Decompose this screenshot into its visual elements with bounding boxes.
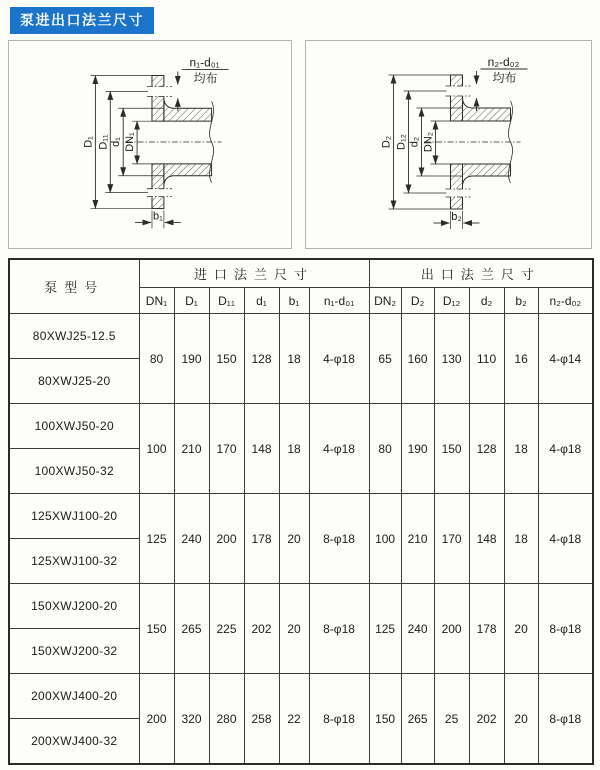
value-cell: 170 — [209, 404, 244, 494]
value-cell: 8-φ18 — [538, 584, 593, 674]
value-cell: 80 — [369, 404, 401, 494]
column-header: n₂-d₀₂ — [538, 288, 593, 314]
value-cell: 160 — [401, 314, 434, 404]
page-title: 泵进出口法兰尺寸 — [10, 7, 154, 34]
value-cell: 240 — [401, 584, 434, 674]
flange-dimensions-table — [8, 258, 594, 765]
value-cell: 8-φ18 — [309, 584, 369, 674]
dim-label-thickness: b₂ — [451, 211, 462, 223]
value-cell: 16 — [504, 314, 538, 404]
column-header: D₂ — [401, 288, 434, 314]
model-cell: 125XWJ100-20 — [9, 494, 139, 539]
dim-label-bore-diameter: DN₁ — [124, 132, 137, 152]
value-cell: 280 — [209, 674, 244, 765]
value-cell: 20 — [279, 494, 309, 584]
value-cell: 20 — [504, 674, 538, 765]
column-header: DN₂ — [369, 288, 401, 314]
value-cell: 22 — [279, 674, 309, 765]
value-cell: 178 — [469, 584, 504, 674]
value-cell: 150 — [139, 584, 174, 674]
value-cell: 110 — [469, 314, 504, 404]
column-header: DN₁ — [139, 288, 174, 314]
value-cell: 4-φ18 — [309, 314, 369, 404]
column-header: D₁ — [174, 288, 209, 314]
model-cell: 200XWJ400-20 — [9, 674, 139, 719]
value-cell: 202 — [244, 584, 279, 674]
dim-label-outer-diameter: D₂ — [380, 135, 393, 149]
value-cell: 210 — [174, 404, 209, 494]
column-header: D₁₁ — [209, 288, 244, 314]
value-cell: 265 — [401, 674, 434, 765]
value-cell: 148 — [469, 494, 504, 584]
value-cell: 4-φ18 — [538, 494, 593, 584]
value-cell: 125 — [369, 584, 401, 674]
value-cell: 240 — [174, 494, 209, 584]
model-cell: 150XWJ200-20 — [9, 584, 139, 629]
value-cell: 265 — [174, 584, 209, 674]
value-cell: 190 — [174, 314, 209, 404]
value-cell: 20 — [504, 584, 538, 674]
value-cell: 4-φ14 — [538, 314, 593, 404]
bolt-holes-note: 均布 — [492, 71, 517, 85]
value-cell: 18 — [279, 314, 309, 404]
model-cell: 125XWJ100-32 — [9, 539, 139, 584]
bolt-holes-label: n₂-d₀₂ — [487, 55, 520, 69]
value-cell: 320 — [174, 674, 209, 765]
value-cell: 4-φ18 — [309, 404, 369, 494]
value-cell: 200 — [209, 494, 244, 584]
value-cell: 25 — [434, 674, 469, 765]
column-header: D₁₂ — [434, 288, 469, 314]
value-cell: 8-φ18 — [309, 674, 369, 765]
model-cell: 80XWJ25-20 — [9, 359, 139, 404]
group-header-inlet: 进口法兰尺寸 — [139, 259, 369, 288]
inlet-flange-diagram — [8, 40, 292, 249]
dim-label-bolt-circle: D₁₂ — [395, 134, 408, 150]
bolt-holes-note: 均布 — [193, 71, 218, 86]
value-cell: 18 — [504, 494, 538, 584]
dim-label-bore-diameter: DN₂ — [422, 131, 435, 153]
dim-label-face-diameter: d₁ — [110, 137, 123, 147]
flange-diagrams — [8, 40, 592, 249]
table-row — [9, 584, 593, 629]
value-cell: 258 — [244, 674, 279, 765]
model-cell: 100XWJ50-32 — [9, 449, 139, 494]
value-cell: 130 — [434, 314, 469, 404]
value-cell: 150 — [209, 314, 244, 404]
column-header: b₁ — [279, 288, 309, 314]
model-cell: 200XWJ400-32 — [9, 719, 139, 765]
value-cell: 150 — [369, 674, 401, 765]
value-cell: 178 — [244, 494, 279, 584]
value-cell: 200 — [139, 674, 174, 765]
dim-label-thickness: b₁ — [153, 210, 163, 223]
table-row — [9, 494, 593, 539]
value-cell: 8-φ18 — [538, 674, 593, 765]
column-header: d₂ — [469, 288, 504, 314]
column-header: b₂ — [504, 288, 538, 314]
value-cell: 128 — [244, 314, 279, 404]
value-cell: 202 — [469, 674, 504, 765]
value-cell: 100 — [139, 404, 174, 494]
value-cell: 128 — [469, 404, 504, 494]
value-cell: 150 — [434, 404, 469, 494]
table-row — [9, 674, 593, 719]
value-cell: 148 — [244, 404, 279, 494]
flange-section-drawing — [9, 41, 291, 248]
column-header: d₁ — [244, 288, 279, 314]
table-row — [9, 404, 593, 449]
value-cell: 18 — [279, 404, 309, 494]
value-cell: 20 — [279, 584, 309, 674]
group-header-outlet: 出口法兰尺寸 — [369, 259, 593, 288]
value-cell: 225 — [209, 584, 244, 674]
value-cell: 210 — [401, 494, 434, 584]
model-cell: 100XWJ50-20 — [9, 404, 139, 449]
bolt-holes-label: n₁-d₀₁ — [189, 55, 220, 70]
column-header: n₁-d₀₁ — [309, 288, 369, 314]
value-cell: 190 — [401, 404, 434, 494]
value-cell: 80 — [139, 314, 174, 404]
dim-label-outer-diameter: D₁ — [82, 136, 95, 148]
value-cell: 170 — [434, 494, 469, 584]
flange-section-drawing — [306, 41, 591, 248]
value-cell: 8-φ18 — [309, 494, 369, 584]
value-cell: 65 — [369, 314, 401, 404]
value-cell: 4-φ18 — [538, 404, 593, 494]
value-cell: 100 — [369, 494, 401, 584]
value-cell: 200 — [434, 584, 469, 674]
value-cell: 18 — [504, 404, 538, 494]
outlet-flange-diagram — [305, 40, 592, 249]
column-header-model: 泵型号 — [9, 259, 139, 314]
dim-label-bolt-circle: D₁₁ — [97, 134, 110, 150]
model-cell: 80XWJ25-12.5 — [9, 314, 139, 359]
table-row — [9, 314, 593, 359]
model-cell: 150XWJ200-32 — [9, 629, 139, 674]
value-cell: 125 — [139, 494, 174, 584]
dim-label-face-diameter: d₂ — [408, 136, 421, 148]
